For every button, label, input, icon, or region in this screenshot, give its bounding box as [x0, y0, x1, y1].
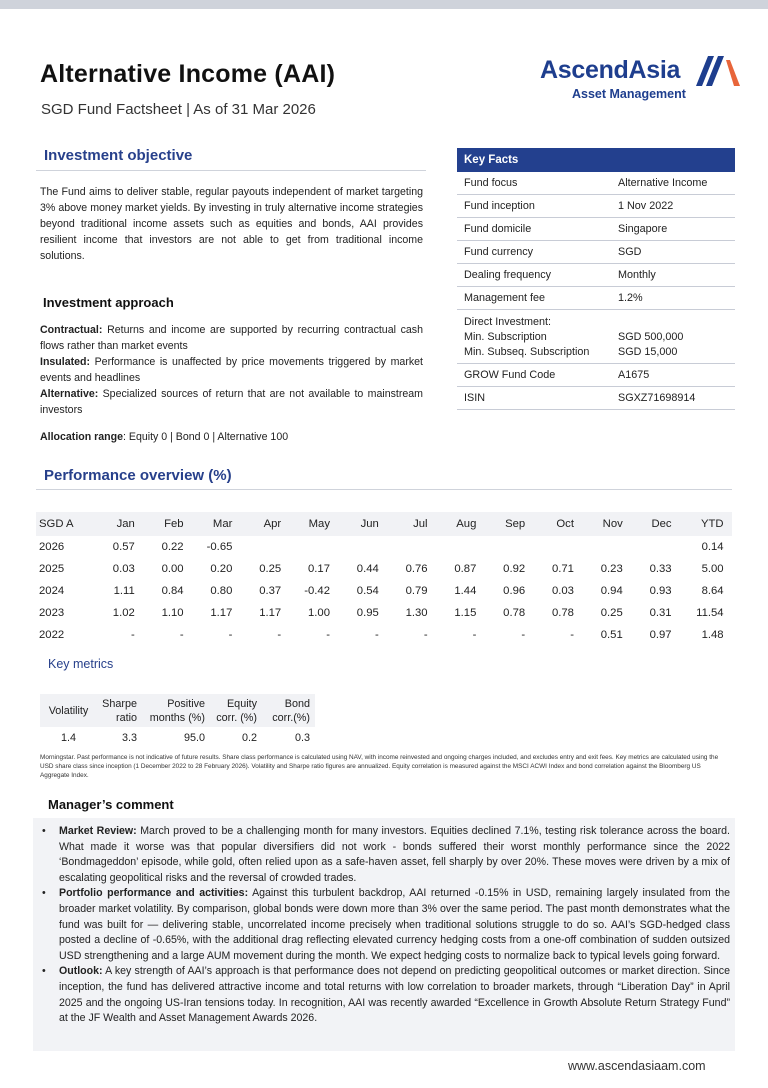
performance-cell: 0.17 — [307, 563, 330, 575]
approach-list — [40, 322, 423, 418]
key-metric-header-line: ratio — [115, 711, 137, 724]
key-fact-label — [457, 315, 612, 363]
performance-cell: -0.65 — [206, 541, 233, 553]
performance-cell: -0.42 — [304, 585, 330, 597]
logo-subtitle: Asset Management — [572, 87, 686, 101]
performance-cell: 0.87 — [454, 563, 477, 575]
allocation-label: Allocation range — [40, 431, 123, 443]
min-subscription-label: Min. Subscription — [464, 331, 547, 343]
performance-cell: 0.00 — [161, 563, 184, 575]
key-fact-value: Singapore — [618, 223, 668, 235]
performance-cell: 0.33 — [649, 563, 672, 575]
key-fact-row-direct-investment — [457, 310, 735, 364]
key-fact-value: 1 Nov 2022 — [618, 200, 674, 212]
performance-header-row — [36, 512, 732, 536]
performance-cell: - — [423, 629, 428, 641]
performance-column-header: Jan — [116, 518, 135, 530]
key-fact-label: Fund currency — [464, 246, 534, 258]
performance-cell: 0.31 — [649, 607, 672, 619]
performance-table — [36, 512, 732, 646]
performance-cell: 0.37 — [259, 585, 282, 597]
key-fact-value — [612, 315, 735, 363]
comment-term: Market Review: — [59, 825, 137, 837]
performance-cell: 0.25 — [600, 607, 623, 619]
performance-cell: 2022 — [39, 629, 65, 641]
key-metric-header — [205, 697, 257, 725]
key-metric-header-line: months (%) — [149, 711, 205, 724]
performance-row — [36, 602, 732, 624]
website-link[interactable]: www.ascendasiaam.com — [568, 1059, 706, 1073]
comment-text: A key strength of AAI’s approach is that performance does not depend on predicting geopolitical outcomes or market direction. Since inception, the fund has delivered attractive income and total returns with low correlation to broader markets, through “Liberation Day” in April 2025 and the ongoing US-Iran tensions today. In recognition, AAI was recently awarded “Excellence in Growth Absolute Return Strategy Fund” at the JF Wealth and Asset Management Awards 2026. — [59, 965, 730, 1025]
key-metrics-header-row — [40, 694, 315, 727]
key-fact-label: Management fee — [464, 292, 546, 304]
performance-column-header: Sep — [505, 518, 526, 530]
key-facts-table — [457, 148, 735, 410]
key-metric-header-line: Bond — [284, 697, 310, 710]
key-fact-row — [457, 287, 735, 310]
key-metric-header-line: Sharpe — [102, 697, 137, 710]
performance-cell: 0.20 — [210, 563, 233, 575]
performance-column-header: Mar — [212, 518, 233, 530]
key-metrics-heading: Key metrics — [48, 657, 114, 671]
performance-cell: 0.71 — [551, 563, 574, 575]
performance-cell: 1.44 — [454, 585, 477, 597]
key-metric-header — [257, 697, 312, 725]
performance-row — [36, 580, 732, 602]
key-fact-value: A1675 — [618, 369, 650, 381]
key-metric-value: 0.3 — [294, 732, 310, 744]
min-subscription-value: SGD 500,000 — [618, 331, 684, 343]
key-fact-value: SGXZ71698914 — [618, 392, 696, 404]
performance-heading: Performance overview (%) — [44, 467, 232, 484]
key-metric-header — [137, 697, 205, 725]
approach-item — [40, 386, 423, 418]
performance-cell: 0.76 — [405, 563, 428, 575]
company-logo — [540, 54, 740, 104]
objective-heading: Investment objective — [44, 147, 193, 164]
key-fact-row — [457, 364, 735, 387]
allocation-range — [40, 431, 288, 443]
key-fact-label: Fund domicile — [464, 223, 532, 235]
key-metric-header — [40, 704, 97, 718]
key-fact-label: Fund inception — [464, 200, 535, 212]
key-fact-row — [457, 218, 735, 241]
key-metric-header-line: corr.(%) — [272, 711, 310, 724]
key-metric-value: 0.2 — [241, 732, 257, 744]
objective-divider — [36, 170, 426, 171]
allocation-value: : Equity 0 | Bond 0 | Alternative 100 — [123, 431, 289, 443]
performance-cell: - — [179, 629, 184, 641]
manager-comment-item — [40, 824, 730, 886]
performance-cell: 0.95 — [356, 607, 379, 619]
objective-text: The Fund aims to deliver stable, regular payouts independent of market targeting 3% above money market yields. By investing in truly alternative income strategies beyond traditional income assets such as equities and bonds, AAI provides resilient income that investors are not able to get from traditional income solutions. — [40, 186, 423, 262]
key-facts-heading: Key Facts — [457, 148, 735, 172]
performance-cell: - — [277, 629, 282, 641]
performance-cell: 0.03 — [551, 585, 574, 597]
performance-cell: 1.02 — [112, 607, 135, 619]
key-fact-value: Monthly — [618, 269, 656, 281]
performance-cell: - — [375, 629, 379, 641]
performance-cell: 0.92 — [503, 563, 526, 575]
key-fact-row — [457, 195, 735, 218]
manager-comment-item — [40, 964, 730, 1026]
performance-cell: 0.93 — [649, 585, 672, 597]
key-metric-value: 3.3 — [121, 732, 137, 744]
key-fact-value: 1.2% — [618, 292, 643, 304]
key-metric-header — [97, 697, 137, 725]
disclaimer-footnote: Morningstar. Past performance is not indicative of future results. Share class performance is calculated using NAV, with income reinvested and ongoing charges included, and excludes entry and exit fees. Key metrics are calculated using the USD share class since inception (1 December 2022 to 28 February 2026). Volatility and Sharpe ratio figures are annualized. Equity correlation is measured against the MSCI ACWI Index and bond correlation against the Bloomberg US Aggregate Index. — [40, 754, 719, 779]
performance-cell: 1.00 — [307, 607, 330, 619]
performance-cell: 2025 — [39, 563, 65, 575]
top-bar — [0, 0, 768, 9]
performance-row — [36, 624, 732, 646]
performance-cell: 0.94 — [600, 585, 623, 597]
performance-column-header: Feb — [164, 518, 184, 530]
key-metrics-value-row — [40, 727, 315, 749]
approach-term: Alternative: — [40, 388, 99, 400]
performance-column-header: May — [308, 518, 330, 530]
performance-cell: 0.78 — [551, 607, 574, 619]
performance-column-header: Apr — [263, 518, 282, 530]
performance-cell: 0.80 — [210, 585, 233, 597]
key-metric-header-line: corr. (%) — [216, 711, 257, 724]
approach-item — [40, 322, 423, 354]
performance-cell: 1.30 — [405, 607, 428, 619]
comment-term: Portfolio performance and activities: — [59, 887, 249, 900]
performance-cell: 0.14 — [701, 541, 724, 553]
key-fact-row — [457, 241, 735, 264]
approach-term: Contractual: — [40, 324, 103, 336]
performance-column-header: Nov — [602, 518, 623, 530]
key-fact-row — [457, 172, 735, 195]
logo-name: AscendAsia — [540, 56, 681, 84]
approach-text: Performance is unaffected by price movements triggered by market events and headlines — [40, 356, 423, 384]
performance-cell: 1.11 — [113, 585, 135, 597]
performance-column-header: Aug — [456, 518, 477, 530]
key-fact-value: SGD — [618, 246, 642, 258]
performance-cell: 1.17 — [210, 607, 233, 619]
performance-column-header: YTD — [700, 518, 724, 530]
key-fact-label: GROW Fund Code — [464, 369, 556, 381]
page-subtitle: SGD Fund Factsheet | As of 31 Mar 2026 — [41, 101, 316, 118]
key-fact-label: ISIN — [464, 392, 485, 404]
performance-cell: - — [570, 629, 574, 641]
min-subseq-subscription-label: Min. Subseq. Subscription — [464, 346, 590, 358]
performance-cell: 0.84 — [161, 585, 184, 597]
performance-column-header: SGD A — [39, 518, 74, 530]
key-metrics-table — [40, 694, 315, 749]
performance-cell: 8.64 — [701, 585, 724, 597]
performance-row — [36, 558, 732, 580]
approach-term: Insulated: — [40, 356, 91, 368]
performance-cell: - — [228, 629, 233, 641]
key-metric-header-line: Equity — [226, 697, 257, 710]
performance-cell: 2023 — [39, 607, 65, 619]
performance-cell: 0.23 — [600, 563, 623, 575]
performance-cell: 0.25 — [259, 563, 282, 575]
performance-cell: 0.22 — [161, 541, 184, 553]
comment-term: Outlook: — [59, 965, 103, 978]
performance-cell: - — [131, 629, 135, 641]
key-fact-value: Alternative Income — [618, 177, 708, 189]
performance-cell: 0.79 — [405, 585, 428, 597]
approach-heading: Investment approach — [43, 295, 174, 310]
key-fact-label: Fund focus — [464, 177, 518, 189]
key-metric-value: 1.4 — [60, 732, 76, 744]
performance-cell: 0.51 — [600, 629, 623, 641]
performance-cell: 11.54 — [696, 607, 724, 619]
key-metric-header-line: Volatility — [48, 704, 89, 717]
performance-column-header: Jun — [360, 518, 379, 530]
performance-cell: 5.00 — [701, 563, 724, 575]
performance-cell: 0.78 — [503, 607, 526, 619]
key-metric-value: 95.0 — [183, 732, 205, 744]
manager-comment-heading: Manager’s comment — [48, 797, 174, 812]
performance-cell: 1.15 — [454, 607, 477, 619]
performance-cell: 1.10 — [161, 607, 184, 619]
approach-item — [40, 354, 423, 386]
direct-investment-label: Direct Investment: — [464, 316, 552, 328]
performance-cell: 2024 — [39, 585, 65, 597]
key-fact-label: Dealing frequency — [464, 269, 552, 281]
performance-row — [36, 536, 732, 558]
performance-cell: 2026 — [39, 541, 65, 553]
performance-cell: - — [472, 629, 477, 641]
approach-text: Specialized sources of return that are not available to mainstream investors — [40, 388, 423, 416]
logo-mark-icon — [692, 54, 740, 88]
comment-text: Against this turbulent backdrop, AAI returned -0.15% in USD, remaining largely insulated from the broader market volatility. By comparison, global bonds were down more than 3% over the same period. The past month demonstrates what the fund was built for — delivering stable, uncorrelated income precisely when traditional solutions struggle to do so. AAI’s SGD-hedged class posted a decline of -0.65%, with the additional drag reflecting elevated currency hedging costs from a one-off combination of sudden outsized USD strengthening and a large AUM movement during the month. We expect hedging costs to normalize back to typical levels going forward. — [59, 887, 730, 962]
comment-text: March proved to be a challenging month for many investors. Equities declined 7.1%, testing risk tolerance across the board. What made it worse was that popular diversifiers did not work - bonds suffered their worst monthly performance since the 2022 ‘Bondmageddon’ episode, while gold, often relied upon as a safe-haven asset, fell sharply by over 20%. These moves were driven by a mix of escalating geopolitical risks and the reversal of crowded trades. — [59, 825, 730, 884]
performance-cell: 0.57 — [112, 541, 135, 553]
approach-text: Returns and income are supported by recurring contractual cash flows rather than market events — [40, 324, 423, 352]
performance-column-header: Oct — [556, 518, 574, 530]
performance-cell: 0.97 — [649, 629, 672, 641]
manager-comment-item — [40, 886, 730, 964]
performance-cell: 0.03 — [112, 563, 135, 575]
performance-cell: 1.48 — [701, 629, 724, 641]
performance-cell: 1.17 — [259, 607, 282, 619]
performance-column-header: Jul — [413, 518, 428, 530]
page-title: Alternative Income (AAI) — [40, 60, 336, 88]
performance-cell: 0.44 — [356, 563, 379, 575]
min-subseq-subscription-value: SGD 15,000 — [618, 346, 678, 358]
performance-divider — [36, 489, 732, 490]
performance-column-header: Dec — [651, 518, 672, 530]
performance-cell: - — [326, 629, 330, 641]
performance-cell: 0.54 — [356, 585, 379, 597]
key-fact-row — [457, 264, 735, 287]
performance-cell: 0.96 — [503, 585, 526, 597]
key-metric-header-line: Positive — [167, 697, 205, 710]
manager-comment-list — [40, 824, 730, 1027]
performance-cell: - — [521, 629, 526, 641]
key-fact-row — [457, 387, 735, 410]
